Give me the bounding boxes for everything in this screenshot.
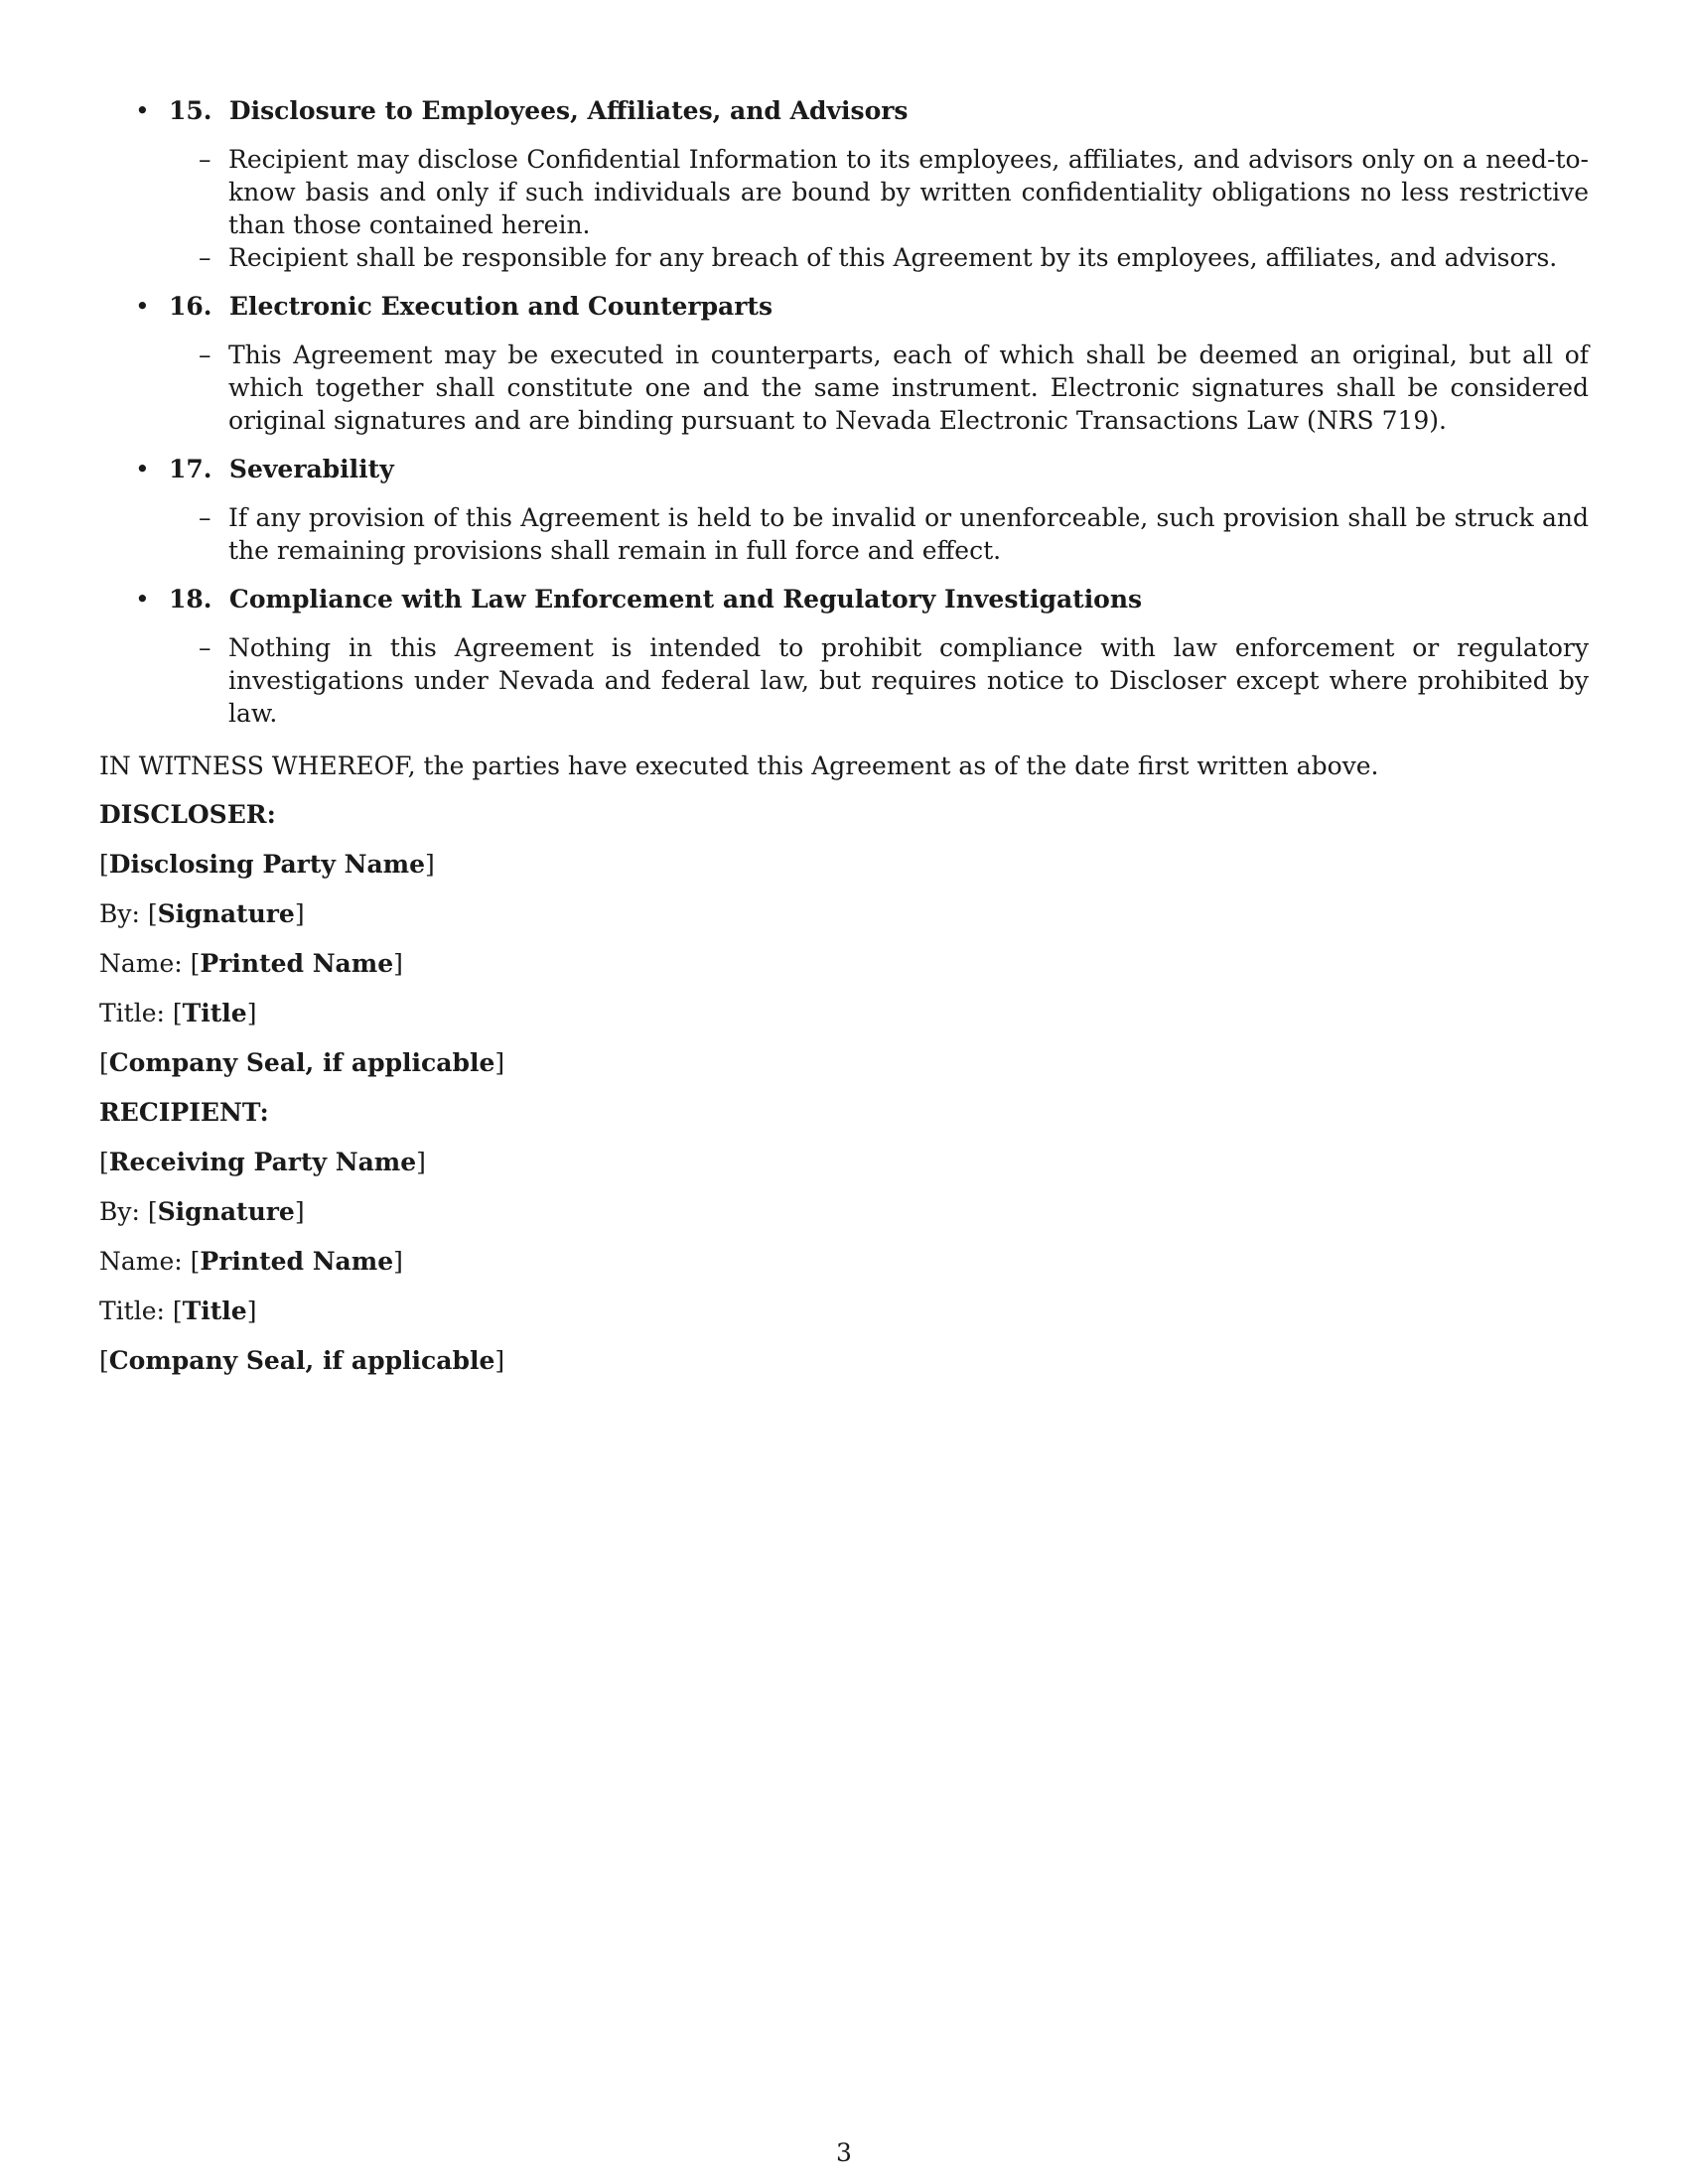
dash-icon: – [199, 503, 211, 532]
by-label: By: [99, 1197, 140, 1226]
recipient-title-line: Title: [Title] [99, 1297, 257, 1325]
list-item [99, 501, 1589, 567]
recipient-heading: RECIPIENT: [99, 1098, 269, 1127]
list-item [99, 143, 1589, 241]
page-number: 3 [836, 2138, 852, 2167]
section-16 [99, 290, 1589, 437]
section-title: Severability [228, 455, 394, 483]
party-name-placeholder: Disclosing Party Name [108, 850, 426, 879]
dash-icon: – [199, 341, 211, 369]
section-number: 17. [169, 455, 212, 483]
section-18 [99, 583, 1589, 730]
section-heading [99, 94, 1589, 127]
sub-item-text: Recipient shall be responsible for any breach of this Agreement by its employees, affiliates, and advisors. [228, 243, 1558, 272]
title-placeholder: Title [182, 1297, 247, 1325]
list-item [99, 339, 1589, 437]
name-label: Name: [99, 1247, 183, 1276]
sub-item-list [99, 631, 1589, 730]
recipient-by-line: By: [Signature] [99, 1197, 305, 1226]
printed-name-placeholder: Printed Name [200, 1247, 394, 1276]
section-number: 16. [169, 292, 212, 321]
recipient-seal-line: [Company Seal, if applicable] [99, 1346, 505, 1375]
section-number: 15. [169, 96, 212, 125]
section-title: Disclosure to Employees, Affiliates, and Advisors [228, 96, 909, 125]
signature-placeholder: Signature [157, 899, 295, 928]
discloser-signature-block [99, 798, 1589, 1079]
witness-clause: IN WITNESS WHEREOF, the parties have executed this Agreement as of the date first written above. [99, 751, 1379, 780]
discloser-heading: DISCLOSER: [99, 800, 276, 829]
recipient-party-name: [Receiving Party Name] [99, 1148, 426, 1176]
bullet-icon: • [135, 96, 150, 125]
discloser-party-name: [Disclosing Party Name] [99, 850, 435, 879]
section-17 [99, 453, 1589, 567]
section-number: 18. [169, 585, 212, 614]
recipient-signature-block [99, 1096, 1589, 1377]
list-item [99, 631, 1589, 730]
title-label: Title: [99, 999, 165, 1027]
section-title: Electronic Execution and Counterparts [228, 292, 774, 321]
sub-item-list [99, 339, 1589, 437]
list-item [99, 241, 1589, 274]
seal-placeholder: Company Seal, if applicable [108, 1048, 495, 1077]
section-15 [99, 94, 1589, 274]
recipient-name-line: Name: [Printed Name] [99, 1247, 403, 1276]
sub-item-text: Recipient may disclose Confidential Information to its employees, affiliates, and advisors only on a need-to-know basis and only if such individuals are bound by written confidentiality obligations no less restrictive than those contained herein. [228, 145, 1589, 239]
dash-icon: – [199, 145, 211, 174]
section-title: Compliance with Law Enforcement and Regulatory Investigations [228, 585, 1143, 614]
bullet-icon: • [135, 455, 150, 483]
sub-item-text: This Agreement may be executed in counterparts, each of which shall be deemed an original, but all of which together shall constitute one and the same instrument. Electronic signatures shall be considered original signatures and are binding pursuant to Nevada Electronic Transactions Law (NRS 719). [228, 341, 1589, 435]
party-name-placeholder: Receiving Party Name [108, 1148, 417, 1176]
title-label: Title: [99, 1297, 165, 1325]
dash-icon: – [199, 243, 211, 272]
sub-item-list [99, 501, 1589, 567]
name-label: Name: [99, 949, 183, 978]
bullet-icon: • [135, 292, 150, 321]
title-placeholder: Title [182, 999, 247, 1027]
printed-name-placeholder: Printed Name [200, 949, 394, 978]
discloser-name-line: Name: [Printed Name] [99, 949, 403, 978]
section-heading [99, 583, 1589, 615]
discloser-seal-line: [Company Seal, if applicable] [99, 1048, 505, 1077]
section-heading [99, 453, 1589, 485]
by-label: By: [99, 899, 140, 928]
signature-placeholder: Signature [157, 1197, 295, 1226]
sub-item-text: Nothing in this Agreement is intended to prohibit compliance with law enforcement or regulatory investigations under Nevada and federal law, but requires notice to Discloser except where prohibited by law. [228, 633, 1589, 728]
sub-item-text: If any provision of this Agreement is held to be invalid or unenforceable, such provision shall be struck and the remaining provisions shall remain in full force and effect. [228, 503, 1589, 565]
section-heading [99, 290, 1589, 323]
seal-placeholder: Company Seal, if applicable [108, 1346, 495, 1375]
bullet-icon: • [135, 585, 150, 614]
discloser-by-line: By: [Signature] [99, 899, 305, 928]
document-page [99, 94, 1589, 1394]
dash-icon: – [199, 633, 211, 662]
discloser-title-line: Title: [Title] [99, 999, 257, 1027]
sub-item-list [99, 143, 1589, 274]
